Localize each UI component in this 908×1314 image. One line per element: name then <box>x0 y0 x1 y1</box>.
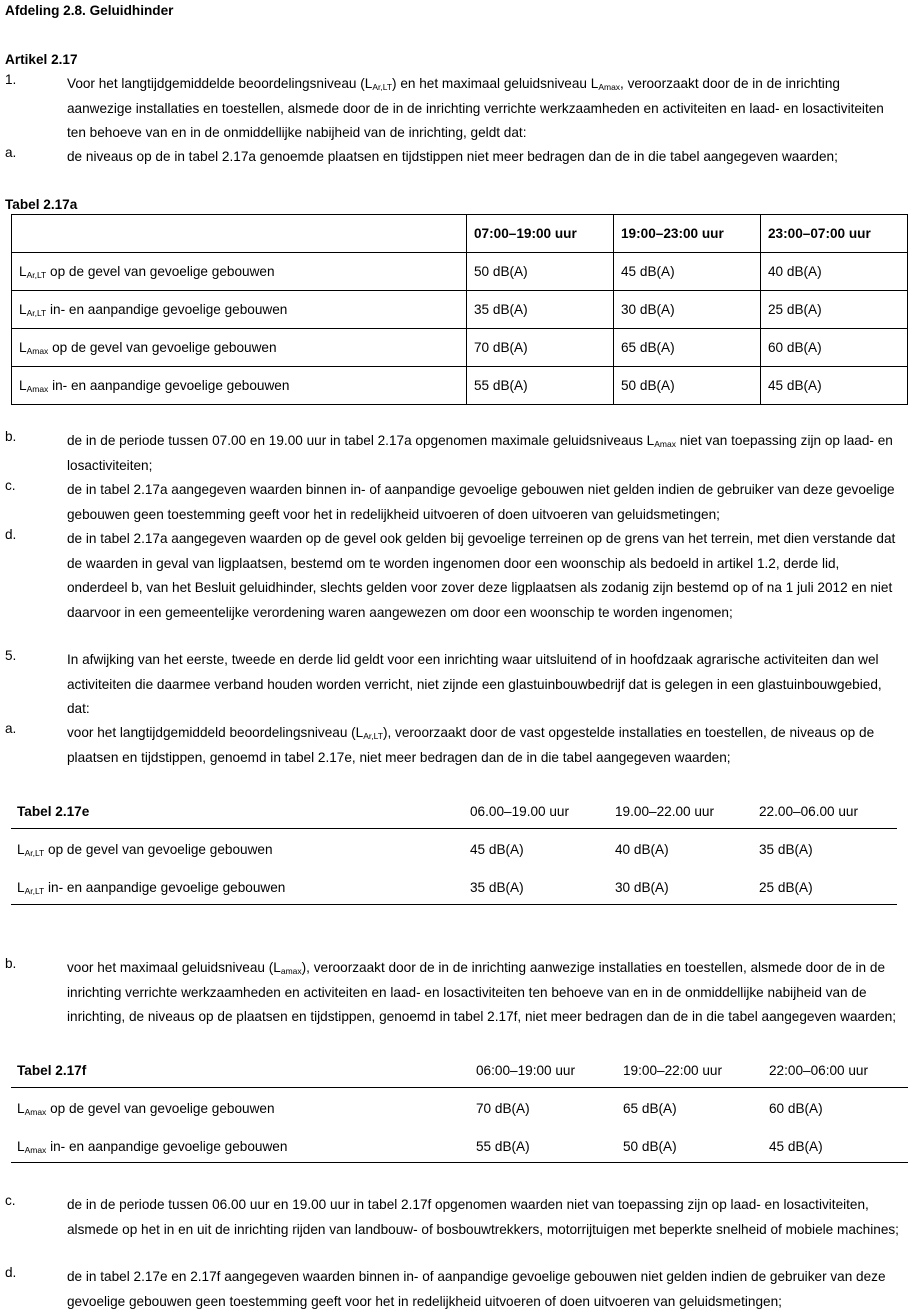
paragraph-1b <box>5 429 903 478</box>
table-row-label: $L_{Amax}$ op de gevel van gevoelige gebouwen <box>17 1101 275 1117</box>
paragraph-number: d. <box>5 527 17 542</box>
table-header-cell <box>12 215 467 253</box>
paragraph-5 <box>5 648 903 722</box>
table-row <box>11 869 897 907</box>
table-cell: 45 dB(A) <box>769 1139 823 1154</box>
table-caption: Tabel 2.17a <box>5 197 78 212</box>
table-cell: 45 dB(A) <box>761 367 908 405</box>
table-caption: Tabel 2.17f <box>17 1063 87 1078</box>
table-cell: 35 dB(A) <box>759 842 813 857</box>
table-cell: 55 dB(A) <box>476 1139 530 1154</box>
paragraph-number: d. <box>5 1265 17 1280</box>
table-header-cell: 06:00–19:00 uur <box>476 1063 576 1078</box>
table-cell: 60 dB(A) <box>761 329 908 367</box>
table-cell: 50 dB(A) <box>623 1139 677 1154</box>
paragraph-text: de in de periode tussen 07.00 en 19.00 uur in tabel 2.17a opgenomen maximale geluidsniveaus $L_{Amax}$ niet van toepassing zijn op laad- en losactiviteiten; <box>67 433 893 473</box>
table-cell: 25 dB(A) <box>759 880 813 895</box>
paragraph-text: de in tabel 2.17e en 2.17f aangegeven waarden binnen in- of aanpandige gevoelige gebouwen niet gelden indien de gebruiker van deze gevoelige gebouwen geen toestemming geeft voor het in redelijkheid uitvoeren of doen uitvoeren van geluidsmetingen; <box>67 1269 886 1309</box>
table-row-label: $L_{Ar,LT}$ op de gevel van gevoelige gebouwen <box>17 842 273 858</box>
paragraph-1a <box>5 145 903 170</box>
paragraph-number: b. <box>5 956 17 971</box>
paragraph-text: voor het langtijdgemiddeld beoordelingsniveau $(L_{Ar,LT})$, veroorzaakt door de vast opgestelde installaties en toestellen, de niveaus op de plaatsen en tijdstippen, genoemd in tabel 2.17e, niet meer bedragen dan de in die tabel aangegeven waarden; <box>67 725 875 765</box>
paragraph-5c <box>5 1193 903 1242</box>
table-header-cell: 19:00–22:00 uur <box>623 1063 723 1078</box>
paragraph-text: de in tabel 2.17a aangegeven waarden binnen in- of aanpandige gevoelige gebouwen niet gelden indien de gebruiker van deze gevoelige gebouwen geen toestemming geeft voor het in redelijkheid uitvoeren of doen uitvoeren van geluidsmetingen; <box>67 482 895 522</box>
table-cell: 55 dB(A) <box>467 367 614 405</box>
table-row <box>12 253 908 291</box>
table-row-label: $L_{Ar,LT}$ op de gevel van gevoelige gebouwen <box>12 253 467 291</box>
table-caption: Tabel 2.17e <box>17 804 90 819</box>
table-cell: 40 dB(A) <box>761 253 908 291</box>
table-header-cell: 19:00–23:00 uur <box>614 215 761 253</box>
table-row <box>11 831 897 869</box>
table-row <box>11 1090 908 1128</box>
paragraph-number: c. <box>5 1193 16 1208</box>
table-cell: 35 dB(A) <box>467 291 614 329</box>
table-row <box>12 291 908 329</box>
table-row <box>12 329 908 367</box>
paragraph-1 <box>5 72 903 146</box>
paragraph-5d <box>5 1265 903 1314</box>
table-header-row <box>11 793 897 831</box>
table-cell: 40 dB(A) <box>615 842 669 857</box>
table-header-cell: 22:00–06:00 uur <box>769 1063 869 1078</box>
table-row <box>12 367 908 405</box>
table-cell: 65 dB(A) <box>614 329 761 367</box>
table-rule <box>11 1162 908 1163</box>
table-cell: 65 dB(A) <box>623 1101 677 1116</box>
paragraph-text: de in tabel 2.17a aangegeven waarden op de gevel ook gelden bij gevoelige terreinen op de grens van het terrein, met dien verstande dat de waarden in geval van ligplaatsen, bestemd om te worden ingenomen door een woonschip als bedoeld in artikel 1.2, derde lid, onderdeel b, van het Besluit geluidhinder, slechts gelden voor zover deze ligplaatsen als zodanig zijn bestemd op of na 1 juli 2012 en niet daarvoor in een gemeentelijke verordening waren aangewezen om door een woonschip te worden ingenomen; <box>67 531 896 620</box>
table-cell: 30 dB(A) <box>615 880 669 895</box>
paragraph-text: In afwijking van het eerste, tweede en derde lid geldt voor een inrichting waar uitsluitend of in hoofdzaak agrarische activiteiten dan wel activiteiten die daarmee verband houden worden verricht, niet zijnde een glastuinbouwbedrijf dat is gelegen in een glastuinbouwgebied, dat: <box>67 652 882 716</box>
paragraph-number: c. <box>5 478 16 493</box>
paragraph-text: de niveaus op de in tabel 2.17a genoemde plaatsen en tijdstippen niet meer bedragen dan de in die tabel aangegeven waarden; <box>67 149 838 164</box>
table-cell: 70 dB(A) <box>467 329 614 367</box>
table-2-17a <box>11 214 908 405</box>
table-header-cell: 23:00–07:00 uur <box>761 215 908 253</box>
table-cell: 50 dB(A) <box>614 367 761 405</box>
paragraph-1c <box>5 478 903 527</box>
table-cell: 70 dB(A) <box>476 1101 530 1116</box>
table-2-17e <box>11 793 897 907</box>
table-rule <box>11 1087 908 1088</box>
table-rule <box>11 828 897 829</box>
table-row-label: $L_{Amax}$ in- en aanpandige gevoelige gebouwen <box>17 1139 288 1155</box>
table-rule <box>11 904 897 905</box>
paragraph-number: b. <box>5 429 17 444</box>
paragraph-5b <box>5 956 903 1030</box>
paragraph-number: 5. <box>5 648 17 663</box>
table-header-row <box>11 1052 908 1090</box>
table-row <box>11 1128 908 1166</box>
table-2-17f <box>11 1052 908 1166</box>
table-header-cell: 06.00–19.00 uur <box>470 804 570 819</box>
table-row-label: $L_{Ar,LT}$ in- en aanpandige gevoelige gebouwen <box>17 880 286 896</box>
table-row-label: $L_{Amax}$ op de gevel van gevoelige gebouwen <box>12 329 467 367</box>
table-row-label: $L_{Ar,LT}$ in- en aanpandige gevoelige gebouwen <box>12 291 467 329</box>
table-cell: 30 dB(A) <box>614 291 761 329</box>
table-header-cell: 22.00–06.00 uur <box>759 804 859 819</box>
paragraph-number: a. <box>5 721 17 736</box>
table-header-row <box>12 215 908 253</box>
paragraph-1d <box>5 527 903 625</box>
table-cell: 25 dB(A) <box>761 291 908 329</box>
table-cell: 60 dB(A) <box>769 1101 823 1116</box>
paragraph-text: Voor het langtijdgemiddelde beoordelingsniveau $(L_{Ar,LT})$ en het maximaal geluidsniveau $L_{Amax}$, veroorzaakt door de in de inrichting aanwezige installaties en toestellen, alsmede door de in de inrichting verrichte werkzaamheden en activiteiten en laad- en losactiviteiten ten behoeve van en in de onmiddellijke nabijheid van de inrichting, geldt dat: <box>67 76 884 140</box>
paragraph-5a <box>5 721 903 770</box>
table-row-label: $L_{Amax}$ in- en aanpandige gevoelige gebouwen <box>12 367 467 405</box>
section-heading: Afdeling 2.8. Geluidhinder <box>5 3 174 18</box>
table-cell: 50 dB(A) <box>467 253 614 291</box>
article-title: Artikel 2.17 <box>5 52 78 67</box>
paragraph-text: de in de periode tussen 06.00 uur en 19.00 uur in tabel 2.17f opgenomen waarden niet van toepassing zijn op laad- en losactiviteiten, alsmede op het in en uit de inrichting rijden van landbouw- of bosbouwtrekkers, motorrijtuigen met beperkte snelheid of mobiele machines; <box>67 1197 899 1237</box>
table-cell: 45 dB(A) <box>470 842 524 857</box>
table-cell: 45 dB(A) <box>614 253 761 291</box>
paragraph-text: voor het maximaal geluidsniveau $(L_{amax})$, veroorzaakt door de in de inrichting aanwezige installaties en toestellen, alsmede door de in de inrichting verrichte werkzaamheden en activiteiten en laad- en losactiviteiten ten behoeve van en in de onmiddellijke nabijheid van de inrichting, de niveaus op de plaatsen en tijdstippen, genoemd in tabel 2.17f, niet meer bedragen dan de in die tabel aangegeven waarden; <box>67 960 897 1024</box>
table-cell: 35 dB(A) <box>470 880 524 895</box>
paragraph-number: a. <box>5 145 17 160</box>
paragraph-number: 1. <box>5 72 17 87</box>
table-header-cell: 19.00–22.00 uur <box>615 804 715 819</box>
table-header-cell: 07:00–19:00 uur <box>467 215 614 253</box>
